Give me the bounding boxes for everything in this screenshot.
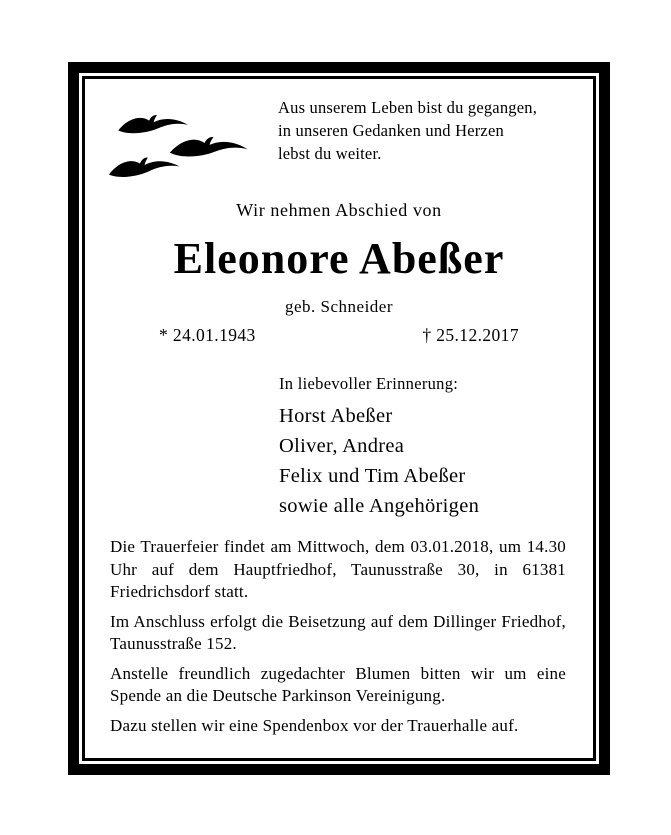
funeral-service-paragraph: Die Trauerfeier findet am Mittwoch, dem 03.01.2018, um 14.30 Uhr auf dem Hauptfriedhof, Taunusstraße 30, in 61381 Friedrichsdorf statt. <box>110 537 566 601</box>
funeral-information <box>110 536 566 744</box>
verse-line: Aus unserem Leben bist du gegangen, <box>278 98 538 117</box>
deceased-name: Eleonore Abeßer <box>173 234 505 283</box>
memorial-card-frame <box>68 62 610 775</box>
donation-paragraph: Anstelle freundlich zugedachter Blumen bitten wir um eine Spende an die Deutsche Parkinson Vereinigung. <box>110 663 566 705</box>
memorial-card-inner-frame <box>82 76 596 761</box>
flying-birds-icon <box>101 107 253 191</box>
verse-line: lebst du weiter. <box>278 144 382 163</box>
burial-paragraph: Im Anschluss erfolgt die Beisetzung auf dem Dillinger Friedhof, Taunusstraße 152. <box>110 611 566 653</box>
memorial-card-content <box>85 79 593 758</box>
life-dates <box>85 325 593 346</box>
mourner-line: sowie alle Angehörigen <box>279 495 480 517</box>
mourners-list <box>279 401 479 521</box>
mourner-line: Oliver, Andrea <box>279 435 405 457</box>
verse-line: in unseren Gedanken und Herzen <box>278 121 504 140</box>
donation-box-paragraph: Dazu stellen wir eine Spendenbox vor der Trauerhalle auf. <box>110 715 519 735</box>
memorial-verse <box>278 96 537 165</box>
birth-date: * 24.01.1943 <box>159 325 256 345</box>
maiden-name: geb. Schneider <box>284 297 394 316</box>
death-date: † 25.12.2017 <box>422 325 519 345</box>
memory-heading: In liebevoller Erinnerung: <box>279 374 459 393</box>
mourner-line: Felix und Tim Abeßer <box>279 465 466 487</box>
mourner-line: Horst Abeßer <box>279 405 393 427</box>
farewell-intro: Wir nehmen Abschied von <box>236 200 442 220</box>
